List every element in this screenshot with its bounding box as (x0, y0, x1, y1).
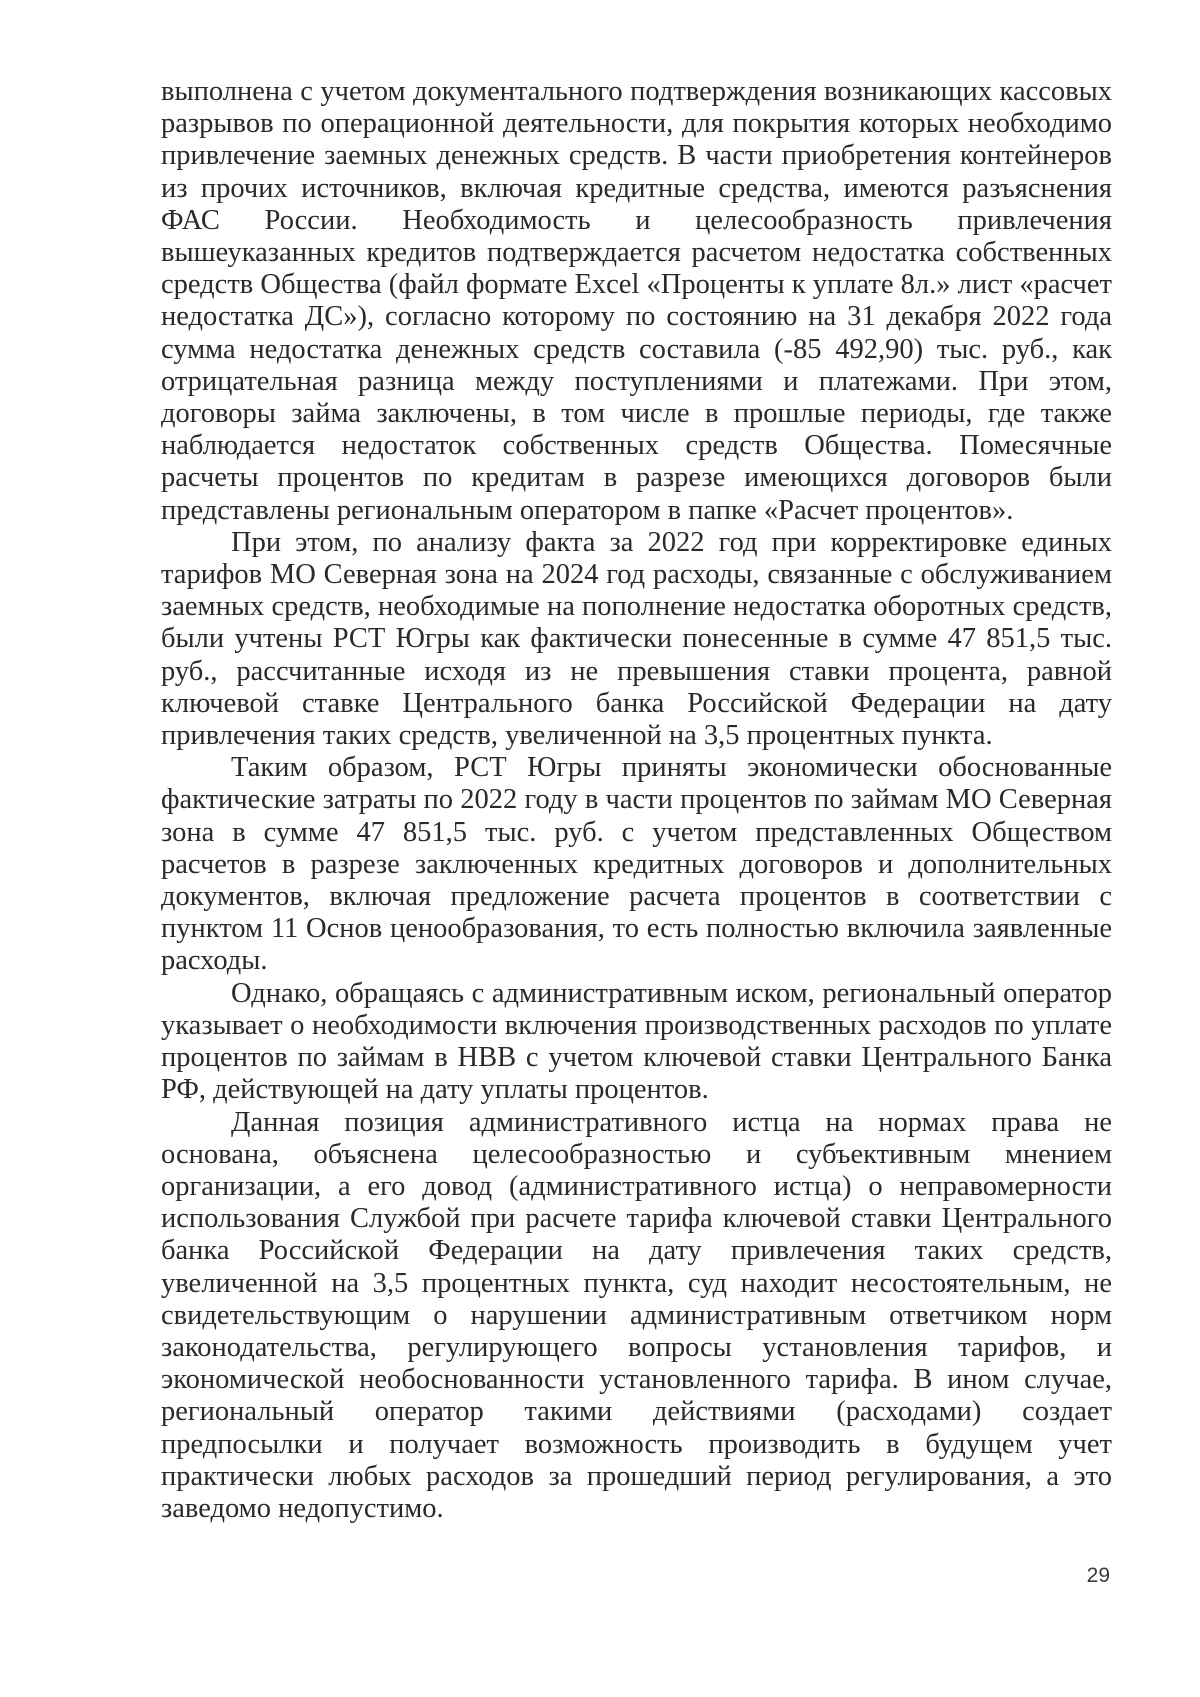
paragraph-3: Таким образом, РСТ Югры приняты экономически обоснованные фактические затраты по 2022 году в части процентов по займам МО Северная зона в сумме 47 851,5 тыс. руб. с учетом представленных Обществом расчетов в разрезе заключенных кредитных договоров и дополнительных документов, включая предложение расчета процентов в соответствии с пунктом 11 Основ ценообразования, то есть полностью включила заявленные расходы. (161, 752, 1112, 977)
paragraph-5: Данная позиция административного истца на нормах права не основана, объяснена целесообразностью и субъективным мнением организации, а его довод (административного истца) о неправомерности использования Службой при расчете тарифа ключевой ставки Центрального банка Российской Федерации на дату привлечения таких средств, увеличенной на 3,5 процентных пункта, суд находит несостоятельным, не свидетельствующим о нарушении административным ответчиком норм законодательства, регулирующего вопросы установления тарифов, и экономической необоснованности установленного тарифа. В ином случае, региональный оператор такими действиями (расходами) создает предпосылки и получает возможность производить в будущем учет практически любых расходов за прошедший период регулирования, а это заведомо недопустимо. (161, 1106, 1112, 1524)
paragraph-2: При этом, по анализу факта за 2022 год при корректировке единых тарифов МО Северная зона на 2024 год расходы, связанные с обслуживанием заемных средств, необходимые на пополнение недостатка оборотных средств, были учтены РСТ Югры как фактически понесенные в сумме 47 851,5 тыс. руб., рассчитанные исходя из не превышения ставки процента, равной ключевой ставке Центрального банка Российской Федерации на дату привлечения таких средств, увеличенной на 3,5 процентных пункта. (161, 526, 1112, 752)
paragraph-1: выполнена с учетом документального подтверждения возникающих кассовых разрывов по операционной деятельности, для покрытия которых необходимо привлечение заемных денежных средств. В части приобретения контейнеров из прочих источников, включая кредитные средства, имеются разъяснения ФАС России. Необходимость и целесообразность привлечения вышеуказанных кредитов подтверждается расчетом недостатка собственных средств Общества (файл формате Excel «Проценты к уплате 8л.» лист «расчет недостатка ДС»), согласно которому по состоянию на 31 декабря 2022 года сумма недостатка денежных средств составила (-85 492,90) тыс. руб., как отрицательная разница между поступлениями и платежами. При этом, договоры займа заключены, в том числе в прошлые периоды, где также наблюдается недостаток собственных средств Общества. Помесячные расчеты процентов по кредитам в разрезе имеющихся договоров были представлены региональным оператором в папке «Расчет процентов». (161, 76, 1112, 526)
paragraph-4: Однако, обращаясь с административным иском, региональный оператор указывает о необходимости включения производственных расходов по уплате процентов по займам в НВВ с учетом ключевой ставки Центрального Банка РФ, действующей на дату уплаты процентов. (161, 977, 1112, 1106)
page-number: 29 (1086, 1564, 1110, 1587)
body-text (161, 76, 1112, 1525)
